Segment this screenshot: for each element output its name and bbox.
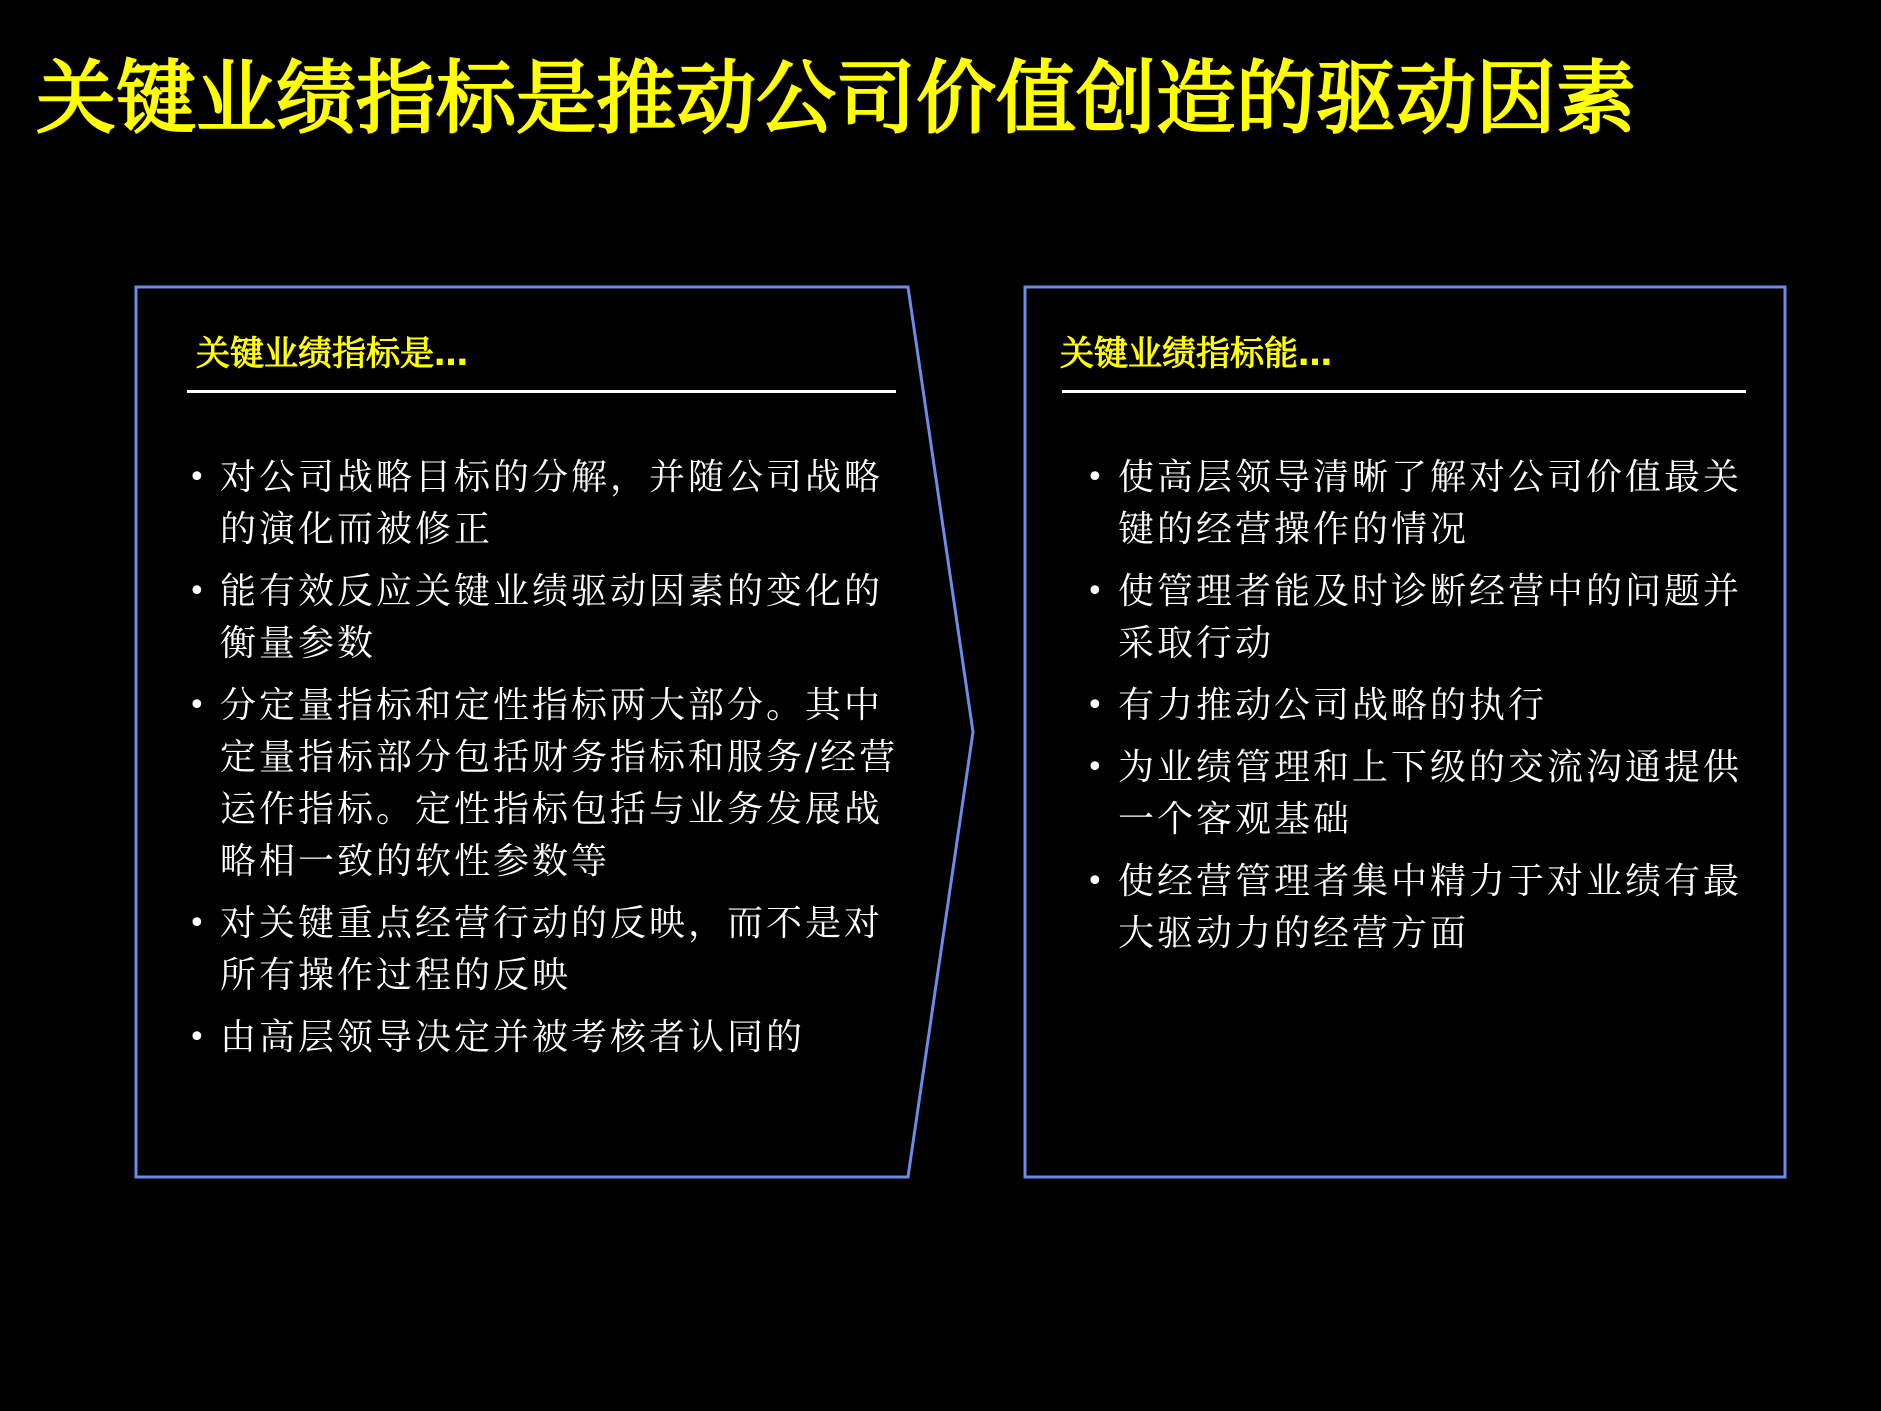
- list-item: [1086, 742, 1766, 846]
- bullet-icon: •: [188, 1020, 209, 1055]
- list-item: [188, 452, 910, 556]
- bullet-icon: •: [188, 574, 209, 609]
- list-item-text: 使经营管理者集中精力于对业绩有最大驱动力的经营方面: [1118, 861, 1743, 954]
- bullet-icon: •: [188, 460, 209, 495]
- right-panel-list: [1086, 452, 1766, 970]
- list-item: [188, 566, 910, 670]
- left-panel-list: [188, 452, 910, 1074]
- bullet-icon: •: [1086, 574, 1107, 609]
- list-item-text: 使高层领导清晰了解对公司价值最关键的经营操作的情况: [1118, 457, 1743, 550]
- list-item-text: 由高层领导决定并被考核者认同的: [220, 1017, 806, 1058]
- bullet-icon: •: [1086, 864, 1107, 899]
- left-panel-heading: 关键业绩指标是…: [196, 334, 468, 374]
- list-item: [1086, 566, 1766, 670]
- list-item-text: 为业绩管理和上下级的交流沟通提供一个客观基础: [1118, 747, 1743, 840]
- right-panel-heading: 关键业绩指标能…: [1060, 334, 1332, 374]
- bullet-icon: •: [1086, 688, 1107, 723]
- bullet-icon: •: [1086, 750, 1107, 785]
- list-item: [188, 1012, 910, 1064]
- bullet-icon: •: [188, 688, 209, 723]
- list-item-text: 分定量指标和定性指标两大部分。其中定量指标部分包括财务指标和服务/经营运作指标。定性指标包括与业务发展战略相一致的软性参数等: [220, 685, 899, 882]
- list-item: [1086, 680, 1766, 732]
- list-item-text: 对公司战略目标的分解，并随公司战略的演化而被修正: [220, 457, 884, 550]
- list-item: [188, 680, 910, 888]
- right-panel-rule: [1062, 390, 1746, 393]
- list-item-text: 使管理者能及时诊断经营中的问题并采取行动: [1118, 571, 1743, 664]
- bullet-icon: •: [1086, 460, 1107, 495]
- left-panel-rule: [187, 390, 896, 393]
- list-item: [1086, 452, 1766, 556]
- slide-title: 关键业绩指标是推动公司价值创造的驱动因素: [36, 52, 1636, 145]
- list-item-text: 对关键重点经营行动的反映，而不是对所有操作过程的反映: [220, 903, 884, 996]
- list-item-text: 能有效反应关键业绩驱动因素的变化的衡量参数: [220, 571, 884, 664]
- list-item-text: 有力推动公司战略的执行: [1118, 685, 1548, 726]
- list-item: [188, 898, 910, 1002]
- bullet-icon: •: [188, 906, 209, 941]
- list-item: [1086, 856, 1766, 960]
